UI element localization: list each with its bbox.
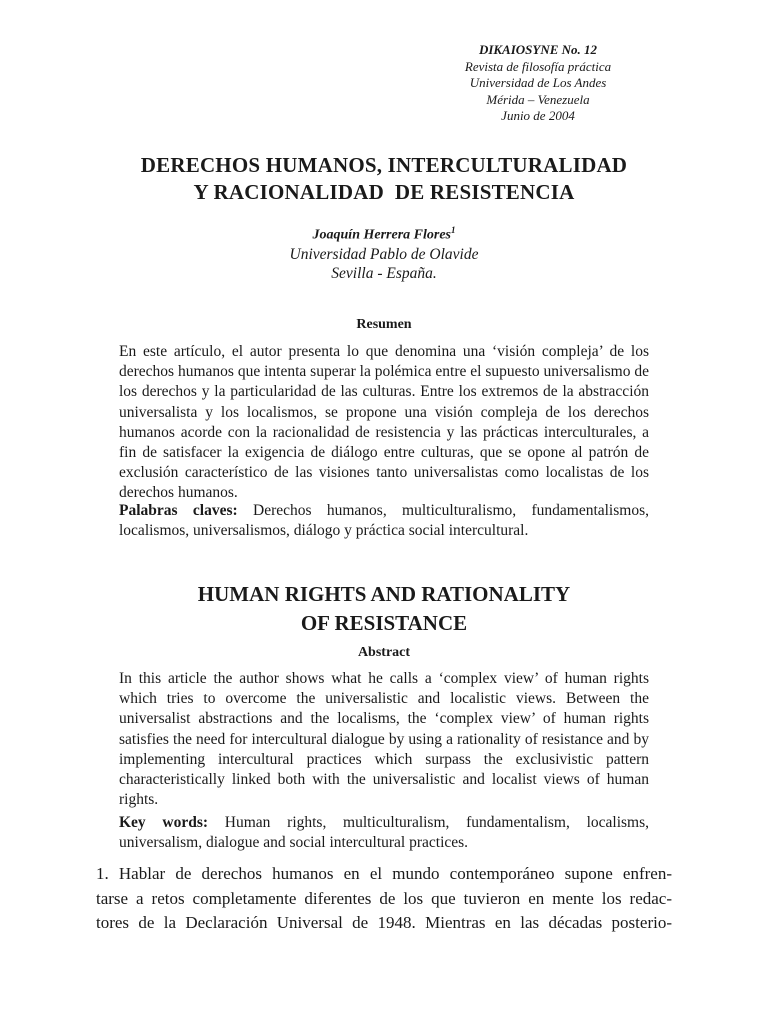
title-line-2: Y RACIONALIDAD DE RESISTENCIA bbox=[193, 180, 575, 204]
footnote-mark: 1 bbox=[450, 225, 456, 235]
article-title bbox=[0, 152, 768, 206]
abstract-text: In this article the author shows what he calls a ‘complex view’ of human rights which tries to overcome the universalistic and localistic views. Between the universalist abstractions and the localisms, the ‘complex view’ of human rights satisfies the need for intercultural dialogue by using a rationality of resistance and by implementing intercultural practices which surpass the exclusivistic pattern characteristically linked both with the universalistic and localist views of human rights. bbox=[119, 670, 649, 809]
author-name: Joaquín Herrera Flores bbox=[312, 227, 451, 243]
resumen-text: En este artículo, el autor presenta lo que denomina una ‘visión compleja’ de los derechos humanos que intenta superar la polémica entre el supuesto universalismo de los derechos y la particularidad de las culturas. Entre los extremos de la abstracción universalista y los localismos, se propone una visión compleja de los derechos humanos acorde con la racionalidad de resistencia y las prácticas interculturales, a fin de satisfacer la exigencia de diálogo entre culturas, que se opone al patrón de exclusión característico de las visiones tanto universalistas como localistas de los derechos humanos. bbox=[119, 343, 649, 502]
resumen-keywords bbox=[119, 501, 649, 541]
journal-header bbox=[448, 42, 628, 125]
resumen-heading: Resumen bbox=[356, 317, 412, 332]
author-affiliation: Universidad Pablo de Olavide bbox=[289, 245, 479, 263]
journal-name: DIKAIOSYNE No. 12 bbox=[478, 42, 598, 57]
abstract-keywords-label: Key words: bbox=[119, 814, 209, 831]
body-line-3: tores de la Declaración Universal de 1948. Mientras en las décadas posterio- bbox=[96, 913, 672, 932]
author-name-line bbox=[0, 221, 768, 245]
abstract-heading: Abstract bbox=[357, 645, 411, 660]
body-paragraph bbox=[96, 862, 672, 936]
journal-university: Universidad de Los Andes bbox=[469, 75, 607, 90]
english-title-line-2: OF RESISTANCE bbox=[300, 611, 468, 635]
english-title-line-1: HUMAN RIGHTS AND RATIONALITY bbox=[197, 582, 571, 606]
body-line-2: tarse a retos completamente diferentes de los que tuvieron en mente los redac- bbox=[96, 888, 672, 908]
journal-subtitle: Revista de filosofía práctica bbox=[464, 58, 612, 74]
resumen-keywords-text: Derechos humanos, multiculturalismo, fundamentalismos, localismos, universalismos, diálogo y práctica social intercultural. bbox=[119, 502, 649, 540]
abstract-keywords-text: Human rights, multiculturalism, fundamentalism, localisms, universalism, dialogue and social intercultural practices. bbox=[119, 814, 650, 852]
abstract-keywords bbox=[119, 813, 649, 853]
resumen-keywords-label: Palabras claves: bbox=[119, 502, 238, 519]
journal-date: Junio de 2004 bbox=[501, 108, 575, 123]
author-block bbox=[0, 221, 768, 283]
english-title bbox=[0, 580, 768, 638]
title-line-1: DERECHOS HUMANOS, INTERCULTURALIDAD bbox=[140, 153, 628, 177]
journal-location: Mérida – Venezuela bbox=[486, 91, 590, 107]
body-line-1: 1. Hablar de derechos humanos en el mundo contemporáneo supone enfren- bbox=[96, 864, 672, 883]
author-location: Sevilla - España. bbox=[331, 264, 437, 282]
